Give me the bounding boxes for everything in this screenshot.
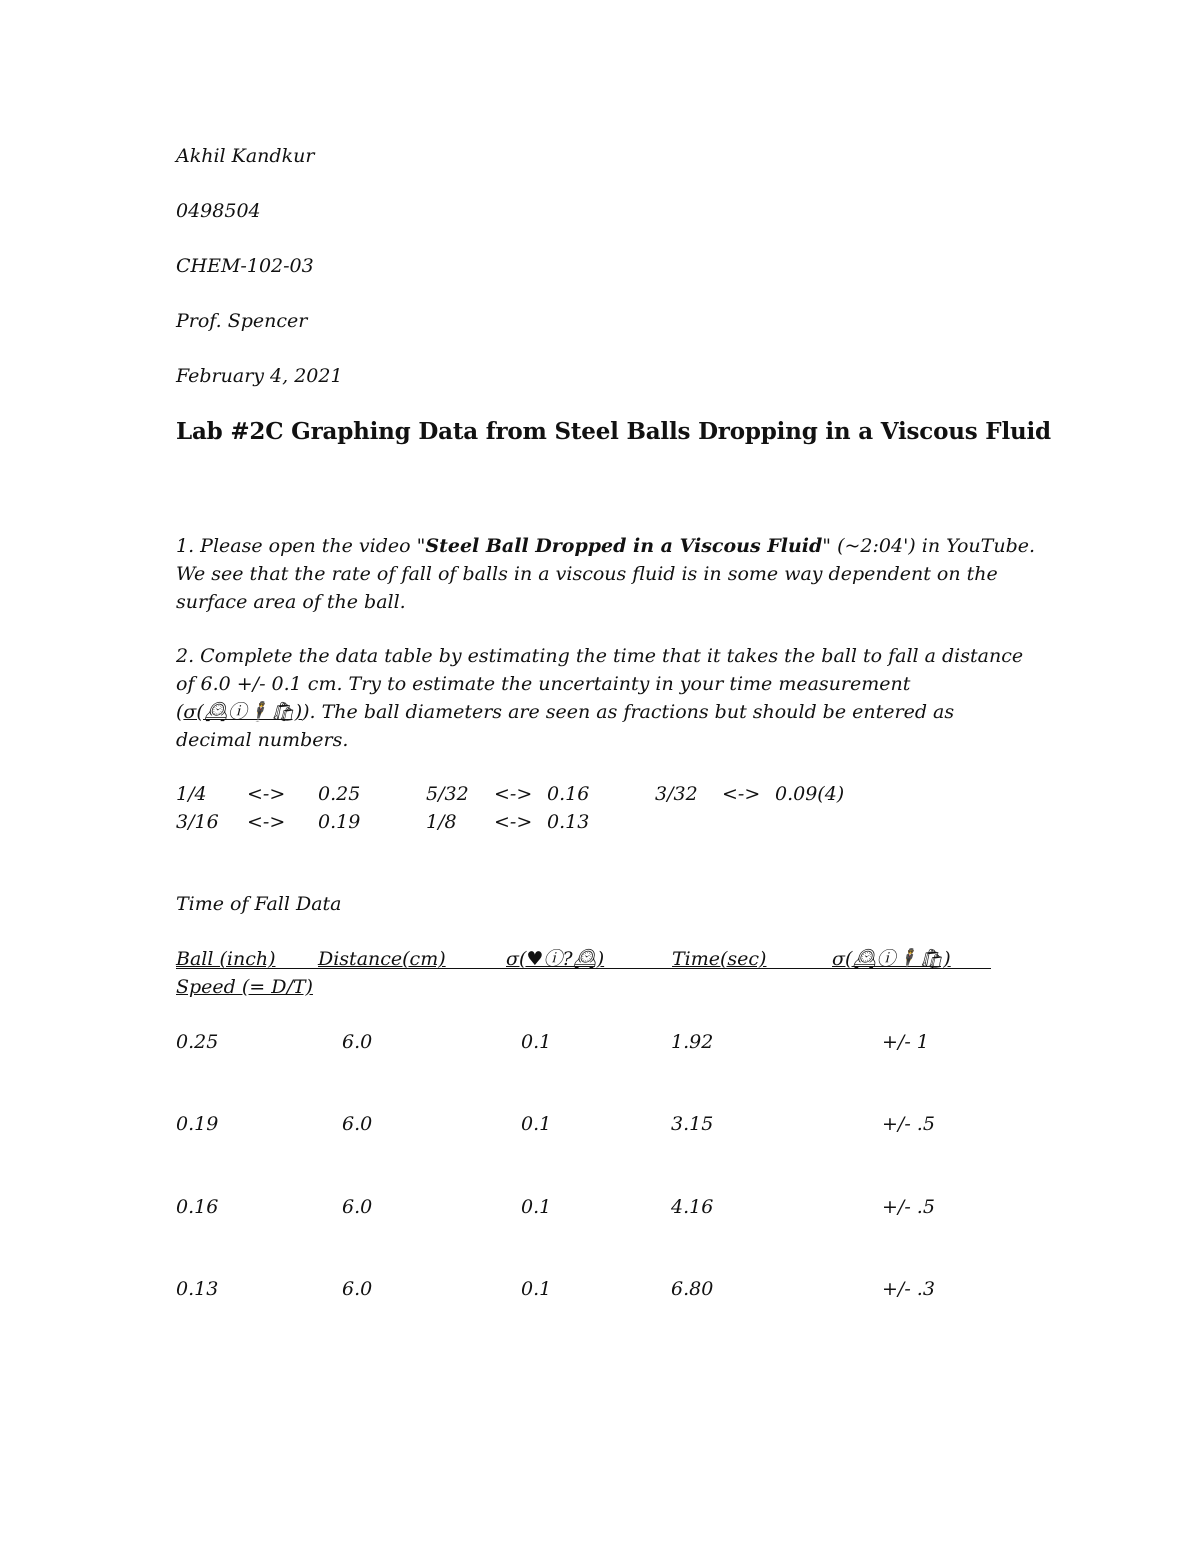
cell-ball: 0.13 [176, 1278, 219, 1300]
step-2-line-2: of 6.0 +/- 0.1 cm. Try to estimate the uncertainty in your time measurement [176, 673, 911, 695]
step-1-suffix: " (~2:04') in YouTube. [822, 535, 1036, 557]
conversion-decimal: 0.09(4) [775, 783, 845, 805]
step-1-line-1 [176, 532, 1046, 560]
cell-ball: 0.25 [176, 1031, 219, 1053]
cell-sigma-distance: 0.1 [521, 1031, 552, 1053]
conversion-fraction: 1/4 [176, 783, 207, 805]
cell-sigma-time: +/- .3 [882, 1278, 935, 1300]
header-sigma-time: σ(🕰ⓘ🕴🛍) [832, 948, 951, 970]
cell-ball: 0.19 [176, 1113, 219, 1135]
conversion-decimal: 0.25 [318, 783, 361, 805]
step-1-line-2: We see that the rate of fall of balls in a viscous fluid is in some way dependent on the [176, 563, 998, 585]
cell-sigma-time: +/- .5 [882, 1113, 935, 1135]
conversion-decimal: 0.16 [547, 783, 590, 805]
report-date: February 4, 2021 [176, 365, 343, 387]
conversion-fraction: 3/32 [655, 783, 698, 805]
cell-distance: 6.0 [342, 1113, 373, 1135]
step-2-line-3: (σ(🕰ⓘ🕴🛍)). The ball diameters are seen as fractions but should be entered as [176, 701, 955, 723]
conversion-fraction: 3/16 [176, 811, 219, 833]
cell-sigma-time: +/- 1 [882, 1031, 929, 1053]
video-title: Steel Ball Dropped in a Viscous Fluid [425, 535, 823, 557]
step-1-paragraph [176, 532, 1046, 616]
step-2-line-4: decimal numbers. [176, 729, 349, 751]
table-caption: Time of Fall Data [176, 893, 342, 915]
header-underline [176, 968, 991, 969]
step-2-paragraph [176, 642, 1046, 754]
page-title: Lab #2C Graphing Data from Steel Balls Dropping in a Viscous Fluid [176, 418, 1051, 445]
conversion-fraction: 1/8 [426, 811, 457, 833]
student-id: 0498504 [176, 200, 261, 222]
conversion-decimal: 0.13 [547, 811, 590, 833]
header-time: Time(sec) [672, 948, 767, 970]
conversion-arrow: <-> [494, 783, 533, 805]
conversion-arrow: <-> [722, 783, 761, 805]
header-ball: Ball (inch) [176, 948, 276, 970]
cell-sigma-time: +/- .5 [882, 1196, 935, 1218]
step-1-prefix: 1. Please open the video " [176, 535, 426, 557]
conversion-arrow: <-> [247, 783, 286, 805]
sigma-time-symbol: σ(🕰ⓘ🕴🛍) [183, 701, 303, 723]
cell-sigma-distance: 0.1 [521, 1113, 552, 1135]
cell-time: 4.16 [671, 1196, 714, 1218]
conversion-fraction: 5/32 [426, 783, 469, 805]
conversion-arrow: <-> [247, 811, 286, 833]
cell-time: 6.80 [671, 1278, 714, 1300]
step-2-line-3-rest: . The ball diameters are seen as fractions but should be entered as [309, 701, 955, 723]
header-sigma-distance: σ(♥ⓘ?🕰) [506, 948, 605, 970]
cell-distance: 6.0 [342, 1196, 373, 1218]
conversion-arrow: <-> [494, 811, 533, 833]
step-1-line-3: surface area of the ball. [176, 591, 406, 613]
conversion-decimal: 0.19 [318, 811, 361, 833]
course-code: CHEM-102-03 [176, 255, 314, 277]
cell-time: 1.92 [671, 1031, 714, 1053]
cell-sigma-distance: 0.1 [521, 1278, 552, 1300]
cell-ball: 0.16 [176, 1196, 219, 1218]
cell-distance: 6.0 [342, 1031, 373, 1053]
student-name: Akhil Kandkur [176, 145, 315, 167]
cell-sigma-distance: 0.1 [521, 1196, 552, 1218]
professor-name: Prof. Spencer [176, 310, 308, 332]
header-speed: Speed (= D/T) [176, 976, 313, 998]
cell-distance: 6.0 [342, 1278, 373, 1300]
step-2-line-1: 2. Complete the data table by estimating the time that it takes the ball to fall a distance [176, 645, 1024, 667]
cell-time: 3.15 [671, 1113, 714, 1135]
header-distance: Distance(cm) [318, 948, 446, 970]
